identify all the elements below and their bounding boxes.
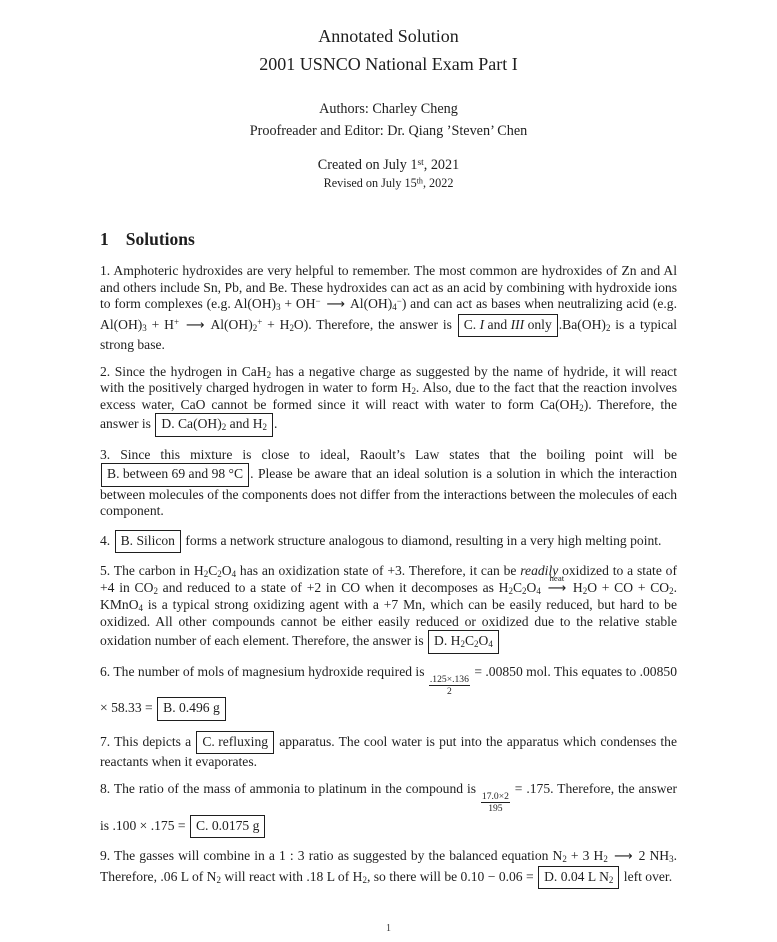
section-number: 1 — [100, 229, 109, 249]
solution-paragraph-2: 2. Since the hydrogen in CaH$_2$ has a negative charge as suggested by the name of hydride, it will react with the positively charged hydrogen in water to form $H_2$. Also, due to the fact that the reaction involves excess water, CaO cannot be formed since it will react with water to form $Ca(OH_2)$. Therefore, the answer is D. $Ca(OH)_2$ and $H_2$ . — [100, 364, 677, 437]
solution-paragraph-4: 4. B. Silicon forms a network structure analogous to diamond, resulting in a very high melting point. — [100, 530, 677, 554]
authors-line: Authors: Charley Cheng — [319, 101, 458, 117]
revised-date-line: Revised on July 15th, 2022 — [323, 176, 454, 190]
answer-box: C. I and III only — [458, 314, 558, 338]
answer-box: D. $Ca(OH)_2$ and $H_2$ — [155, 413, 273, 437]
solution-paragraph-3: 3. Since this mixture is close to ideal, Raoult’s Law states that the boiling point will be B. between 69 and 98 °C . Please be aware that an ideal solution is a solution in which the interaction between molecules of the components does not differ from the interactions between the molecules of each component. — [100, 446, 677, 518]
answer-box: B. 0.496 g — [157, 697, 226, 721]
reaction-arrow-icon: ⟶ — [613, 849, 633, 865]
solutions-list — [100, 263, 677, 889]
solution-paragraph-5: 5. The carbon in $H_2C_2O_4$ has an oxidization state of +3. Therefore, it can be readily oxidized to a state of +4 in $CO_2$ and reduced to a state of +2 in CO when it decomposes as $H_2C_2O_4$ heat ⟶ $H_2O$ + CO + $CO_2$. KMnO$_4$ is a typical strong oxidizing agent with a +7 Mn, which can be easily reduced, but hard to be oxidized. All other compounds cannot be either easily reduced or oxidized due to the relative stable oxidation number of each element. Therefore, the answer is D. $H_2C_2O_4$ — [100, 563, 677, 654]
solution-paragraph-6: 6. The number of mols of magnesium hydroxide required is $\frac{.125\times.136}{2}$ = .00850 mol. This equates to .00850 × 58.33 = B. 0.496 g — [100, 664, 677, 721]
inline-fraction: $\frac{.125\times.136}{2}$ — [429, 673, 469, 698]
labeled-reaction-arrow: heat ⟶ — [547, 573, 567, 596]
inline-fraction: $\frac{17.0\times 2}{195}$ — [481, 791, 509, 815]
section-title: Solutions — [125, 229, 195, 249]
answer-box: B. between 69 and 98 °C — [101, 463, 249, 487]
solution-paragraph-7: 7. This depicts a C. refluxing apparatus. The cool water is put into the apparatus which condenses the reactants when it evaporates. — [100, 731, 677, 771]
document-title-line-2: 2001 USNCO National Exam Part I — [259, 54, 518, 74]
answer-box: B. Silicon — [115, 530, 181, 554]
document-title-line-1: Annotated Solution — [318, 26, 459, 46]
section-heading — [100, 229, 677, 250]
answer-box: C. 0.0175 g — [190, 815, 265, 839]
answer-box: D. $H_2C_2O_4$ — [428, 630, 499, 654]
solution-paragraph-1: 1. Amphoteric hydroxides are very helpful to remember. The most common are hydroxides of Zn and Al and others include Sn, Pb, and Be. These hydroxides can act as an acid by combining with hydroxide ions to form complexes (e.g. $Al(OH)_3 + OH^-$ ⟶ $Al(OH)_4^-$) and can act as bases when neutralizing acid (e.g. $Al(OH)_3 + H^+$ ⟶ $Al(OH)_2^+ + H_2O$). Therefore, the answer is C. I and III only $.Ba(OH)_2$ is a typical strong base. — [100, 263, 678, 352]
reaction-arrow-icon: ⟶ — [326, 297, 345, 312]
solution-paragraph-9: 9. The gasses will combine in a 1 : 3 ratio as suggested by the balanced equation $N_2 + 3$ $H_2$ ⟶ 2 $NH_3$. Therefore, .06 L of $N_2$ will react with .18 L of $H_2$, so there will be 0.10 − 0.06 = D. 0.04 L $N_2$ left over. — [100, 848, 677, 889]
created-date-line: Created on July 1st, 2021 — [317, 157, 460, 173]
reaction-arrow-icon: ⟶ — [185, 317, 205, 333]
proofreader-line: Proofreader and Editor: Dr. Qiang ’Steven’ Chen — [249, 123, 528, 139]
title-block — [100, 22, 677, 192]
answer-box: D. 0.04 L $N_2$ — [538, 866, 619, 890]
page-footer — [0, 923, 777, 934]
answer-box: C. refluxing — [196, 731, 274, 755]
page-number: 1 — [386, 923, 391, 934]
byline-group — [100, 98, 677, 142]
solution-paragraph-8: 8. The ratio of the mass of ammonia to platinum in the compound is $\frac{17.0\times 2}{195}$ = .175. Therefore, the answer is .100 × .175 = C. 0.0175 g — [100, 781, 677, 838]
